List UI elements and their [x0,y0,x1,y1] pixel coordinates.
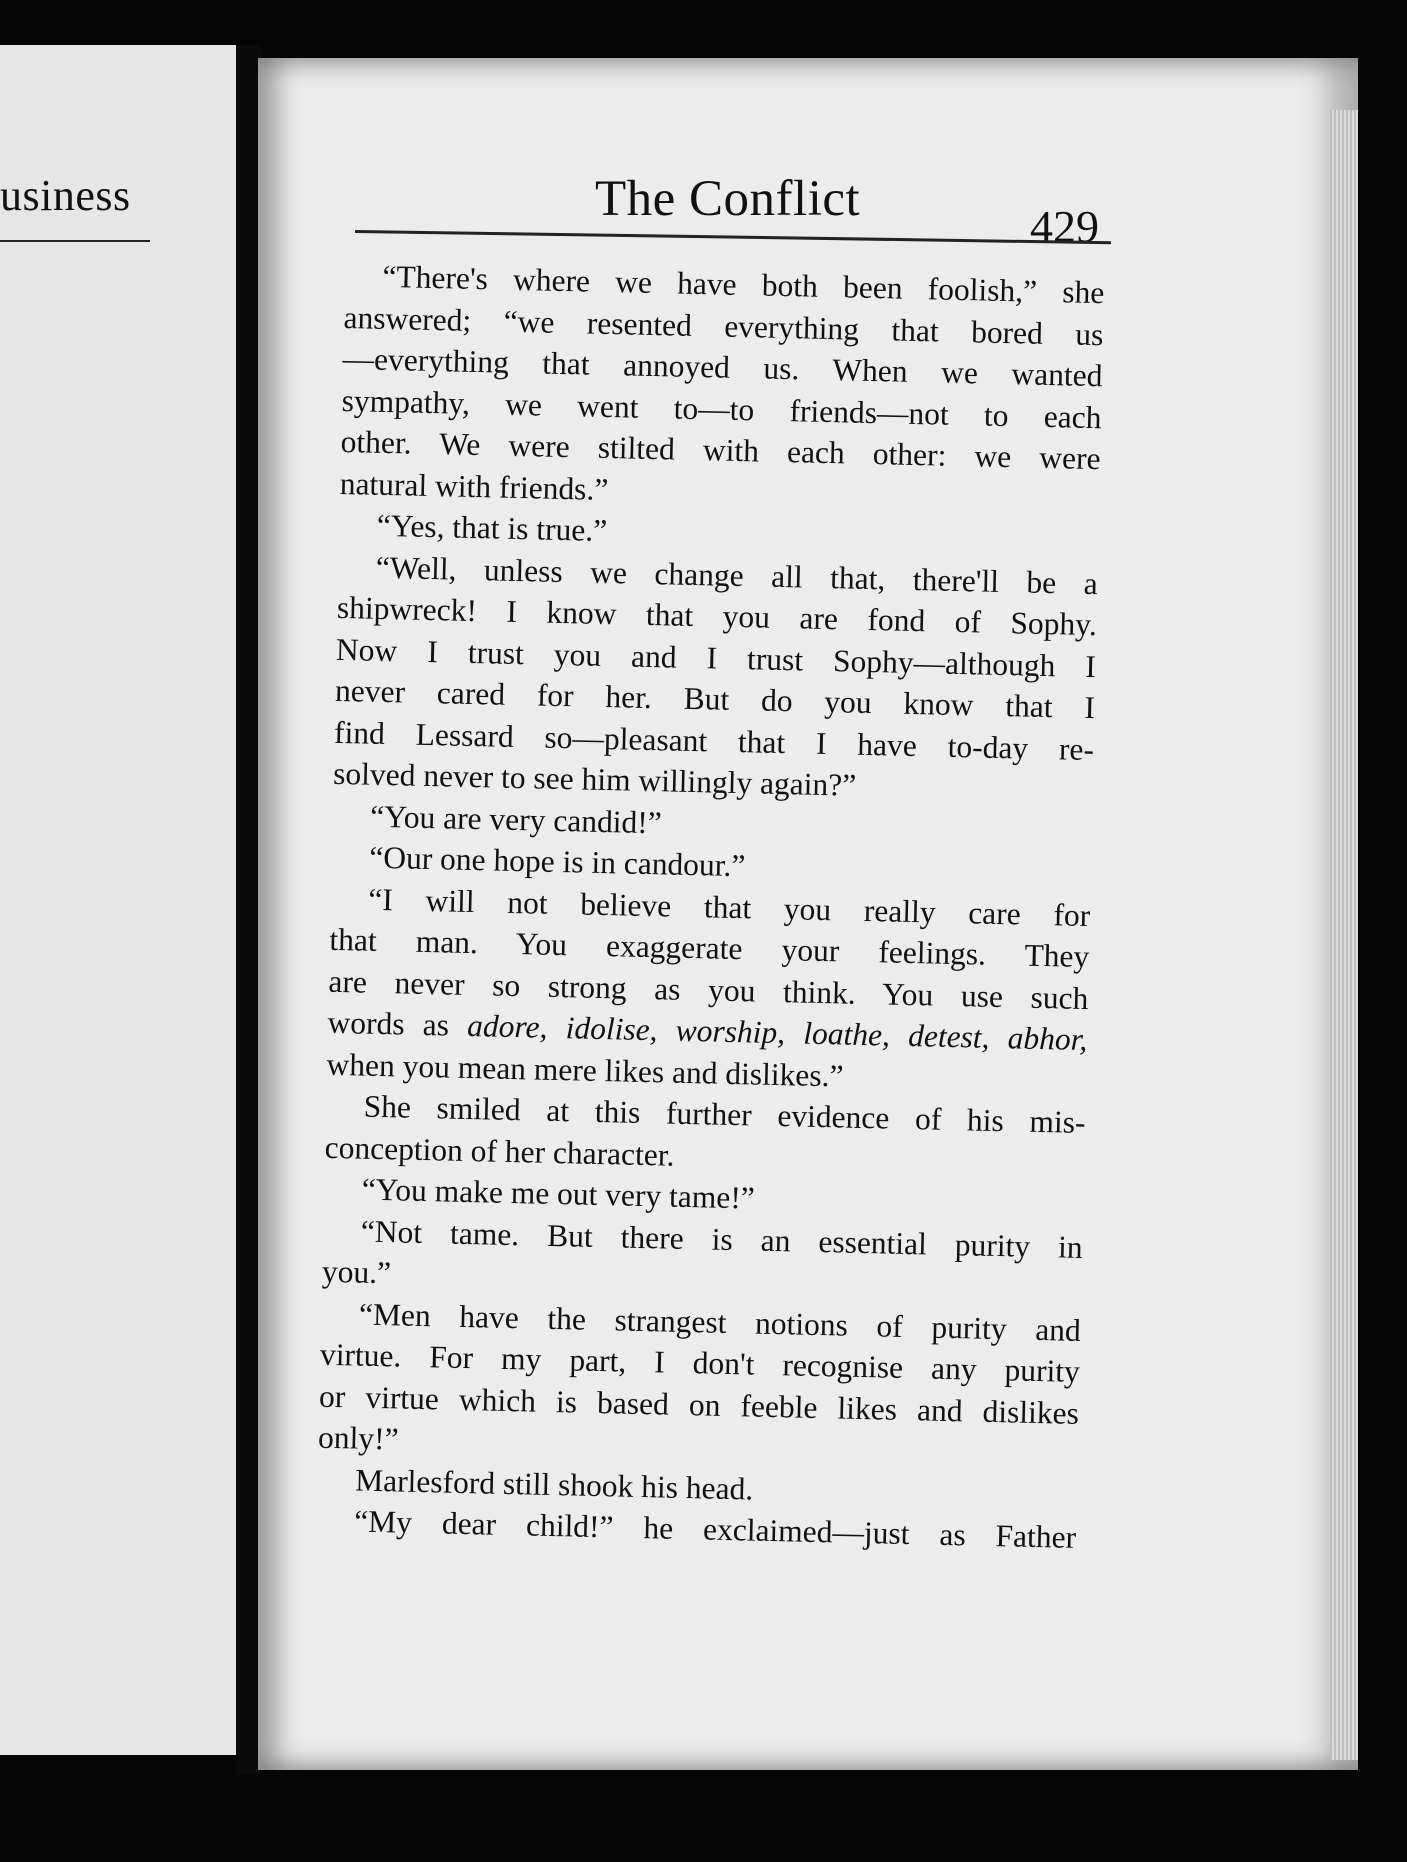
text-line: Marlesford still shook his head. [354,1462,754,1507]
text-line: “Yes, that is true.” [376,507,608,549]
text-line: sympathy, we went to—to friends—not to each [341,382,1102,435]
left-page [0,45,240,1755]
text-line: virtue. For my part, I don't recognise any purity [319,1336,1081,1389]
text-line: answered; “we resented everything that bored us [343,299,1104,352]
text-line: conception of her character. [324,1129,675,1173]
text-line: “You make me out very tame!” [361,1171,756,1216]
text-line: that man. You exaggerate your feelings. They [329,921,1090,975]
text-segment: words as [327,1004,450,1043]
text-line: “My dear child!” he exclaimed—just as Father [353,1503,1077,1555]
text-line: “I will not believe that you really care for [368,881,1091,933]
running-head-title: The Conflict [595,171,861,227]
page-edge-stack [1330,110,1358,1760]
text-line: are never so strong as you think. You use such [328,963,1089,1016]
left-header-rule [0,240,150,242]
text-line: “Our one hope is in candour.” [368,839,746,884]
text-line: “Not tame. But there is an essential purity in [360,1213,1084,1265]
italic-words: adore, idolise, worship, loathe, detest, abhor, [466,1007,1088,1058]
text-line: Now I trust you and I trust Sophy—although I [335,631,1097,684]
left-running-head: usiness [0,171,131,220]
text-line: find Lessard so—pleasant that I have to-day re- [333,714,1095,767]
text-line: solved never to see him willingly again?” [332,755,857,803]
text-line: —everything that annoyed us. When we wanted [342,340,1103,394]
text-line: shipwreck! I know that you are fond of Sophy. [336,589,1098,643]
text-line: only!” [317,1419,400,1457]
text-line: “Well, unless we change all that, there'll be a [375,549,1099,601]
body-text [316,255,1105,1558]
text-line: never cared for her. But do you know that I [334,672,1096,726]
page-number: 429 [1030,201,1099,252]
text-line: or virtue which is based on feeble likes and dislikes [318,1378,1080,1431]
text-line: “Men have the strangest notions of purity and [358,1296,1082,1348]
text-line: “You are very candid!” [369,798,663,840]
text-line: you.” [321,1253,392,1291]
text-line: She smiled at this further evidence of his mis- [363,1088,1086,1141]
text-line: “There's where we have both been foolish,” she [382,258,1105,311]
text-line: other. We were stilted with each other: we were [340,423,1101,477]
text-line: when you mean mere likes and dislikes.” [326,1046,844,1094]
text-line: natural with friends.” [339,465,609,507]
